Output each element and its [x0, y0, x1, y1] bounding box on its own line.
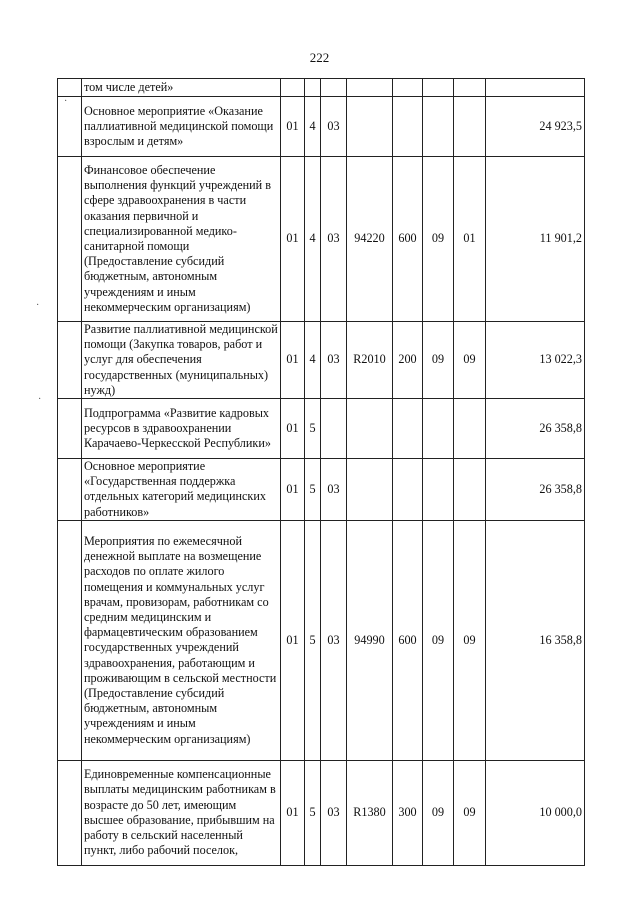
item-name-cell: Развитие паллиативной медицинской помощи (Закупка товаров, работ и услуг для обеспечения государственных (муниципальных) нужд) — [82, 322, 281, 399]
expense-direction-cell: 94220 — [347, 157, 393, 322]
amount-cell: 26 358,8 — [486, 399, 585, 459]
program-code-cell: 01 — [281, 760, 305, 865]
item-name-cell: Подпрограмма «Развитие кадровых ресурсов в здравоохранении Карачаево-Черкесской Республики» — [82, 399, 281, 459]
row-number-cell — [58, 157, 82, 322]
subsection-code-cell — [454, 459, 486, 521]
expense-type-cell — [393, 79, 423, 97]
page-number: 222 — [309, 50, 330, 65]
row-number-cell — [58, 322, 82, 399]
item-name-cell: Основное мероприятие «Государственная поддержка отдельных категорий медицинских работников» — [82, 459, 281, 521]
section-code-cell — [423, 459, 454, 521]
item-name-cell: том числе детей» — [82, 79, 281, 97]
row-number-cell — [58, 520, 82, 760]
subprogram-code-cell: 5 — [305, 459, 321, 521]
expense-type-cell: 300 — [393, 760, 423, 865]
subprogram-code-cell: 5 — [305, 760, 321, 865]
subsection-code-cell — [454, 97, 486, 157]
expense-type-cell — [393, 459, 423, 521]
section-code-cell — [423, 97, 454, 157]
expense-direction-cell: 94990 — [347, 520, 393, 760]
subsection-code-cell: 09 — [454, 322, 486, 399]
scan-speck: · — [64, 96, 68, 107]
item-name-cell: Мероприятия по ежемесячной денежной выплате на возмещение расходов по оплате жилого помещения и коммунальных услуг врачам, провизорам, работникам со средним медицинским и фармацевтическим образованием государственных учреждений здравоохранения, работающим и проживающим в сельской местности (Предоставление субсидий бюджетным, автономным учреждениям и иным некоммерческим организациям) — [82, 520, 281, 760]
amount-cell: 26 358,8 — [486, 459, 585, 521]
table-body — [58, 79, 585, 866]
item-name-cell: Финансовое обеспечение выполнения функций учреждений в сфере здравоохранения в части оказания первичной и специализированной медико-санитарной помощи (Предоставление субсидий бюджетным, автономным учреждениям и иным некоммерческим организациям) — [82, 157, 281, 322]
amount-cell: 13 022,3 — [486, 322, 585, 399]
scan-speck: · — [38, 394, 42, 405]
amount-cell — [486, 79, 585, 97]
subprogram-code-cell: 4 — [305, 322, 321, 399]
table-row — [58, 760, 585, 865]
expense-type-cell: 200 — [393, 322, 423, 399]
program-code-cell: 01 — [281, 322, 305, 399]
main-event-code-cell: 03 — [321, 520, 347, 760]
expense-type-cell: 600 — [393, 157, 423, 322]
section-code-cell — [423, 399, 454, 459]
table-row — [58, 322, 585, 399]
subsection-code-cell — [454, 79, 486, 97]
main-event-code-cell: 03 — [321, 157, 347, 322]
section-code-cell: 09 — [423, 322, 454, 399]
main-event-code-cell — [321, 399, 347, 459]
table-row — [58, 97, 585, 157]
section-code-cell — [423, 79, 454, 97]
table-row — [58, 399, 585, 459]
expense-direction-cell — [347, 459, 393, 521]
expense-direction-cell — [347, 79, 393, 97]
row-number-cell — [58, 97, 82, 157]
item-name-cell: Единовременные компенсационные выплаты медицинским работникам в возрасте до 50 лет, имеющим высшее образование, прибывшим на работу в сельский населенный пункт, либо рабочий поселок, — [82, 760, 281, 865]
program-code-cell: 01 — [281, 399, 305, 459]
table-row — [58, 520, 585, 760]
scan-speck: · — [36, 300, 40, 311]
row-number-cell — [58, 459, 82, 521]
program-code-cell: 01 — [281, 520, 305, 760]
row-number-cell — [58, 760, 82, 865]
section-code-cell: 09 — [423, 157, 454, 322]
program-code-cell — [281, 79, 305, 97]
program-code-cell: 01 — [281, 459, 305, 521]
section-code-cell: 09 — [423, 520, 454, 760]
subsection-code-cell: 09 — [454, 760, 486, 865]
expense-direction-cell — [347, 399, 393, 459]
amount-cell: 10 000,0 — [486, 760, 585, 865]
table-row — [58, 79, 585, 97]
expense-direction-cell: R1380 — [347, 760, 393, 865]
subsection-code-cell: 09 — [454, 520, 486, 760]
budget-table — [57, 78, 585, 866]
section-code-cell: 09 — [423, 760, 454, 865]
expense-type-cell — [393, 97, 423, 157]
subsection-code-cell: 01 — [454, 157, 486, 322]
table-row — [58, 459, 585, 521]
expense-direction-cell: R2010 — [347, 322, 393, 399]
row-number-cell — [58, 399, 82, 459]
expense-direction-cell — [347, 97, 393, 157]
main-event-code-cell: 03 — [321, 322, 347, 399]
subprogram-code-cell: 4 — [305, 157, 321, 322]
subprogram-code-cell: 5 — [305, 520, 321, 760]
subsection-code-cell — [454, 399, 486, 459]
main-event-code-cell — [321, 79, 347, 97]
main-event-code-cell: 03 — [321, 459, 347, 521]
amount-cell: 11 901,2 — [486, 157, 585, 322]
amount-cell: 24 923,5 — [486, 97, 585, 157]
amount-cell: 16 358,8 — [486, 520, 585, 760]
row-number-cell — [58, 79, 82, 97]
expense-type-cell — [393, 399, 423, 459]
table-row — [58, 157, 585, 322]
program-code-cell: 01 — [281, 97, 305, 157]
item-name-cell: Основное мероприятие «Оказание паллиативной медицинской помощи взрослым и детям» — [82, 97, 281, 157]
subprogram-code-cell: 4 — [305, 97, 321, 157]
expense-type-cell: 600 — [393, 520, 423, 760]
program-code-cell: 01 — [281, 157, 305, 322]
subprogram-code-cell: 5 — [305, 399, 321, 459]
subprogram-code-cell — [305, 79, 321, 97]
main-event-code-cell: 03 — [321, 760, 347, 865]
main-event-code-cell: 03 — [321, 97, 347, 157]
